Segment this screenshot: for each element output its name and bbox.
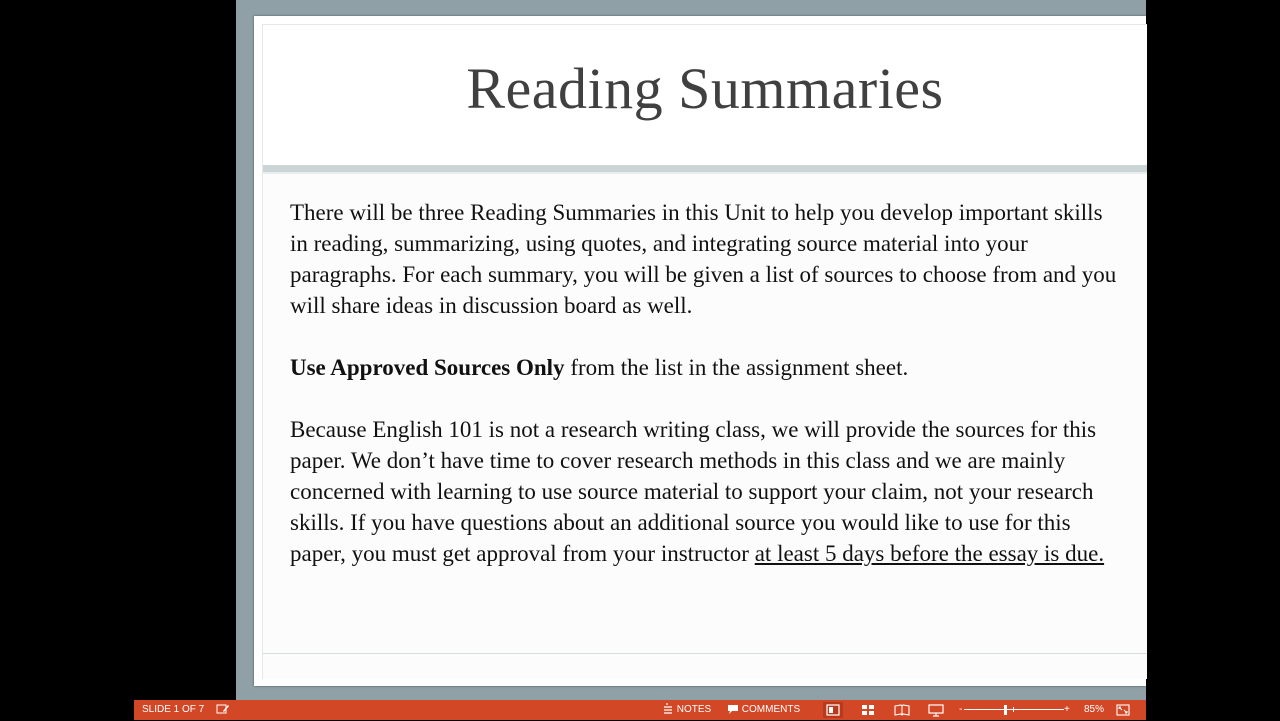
fit-to-window-icon [1113,702,1133,718]
approved-sources-emphasis: Use Approved Sources Only [290,355,565,380]
slide-sorter-button[interactable] [858,702,878,718]
comments-button[interactable] [727,700,800,720]
notes-icon [662,703,674,715]
zoom-out-button[interactable]: - [959,704,963,715]
comments-label: COMMENTS [741,704,801,715]
comments-icon [727,703,739,715]
status-bar [134,700,1146,720]
status-left-letterbox [0,700,134,720]
deadline-underlined: at least 5 days before the essay is due. [754,541,1105,566]
paragraph-intro: There will be three Reading Summaries in this Unit to help you develop important skills in reading, summarizing, using quotes, and integrating source material into your paragraphs. For each summary, you will be given a list of sources to choose from and you will share ideas in discussion board as well. [290,200,1117,318]
reading-view-icon [892,702,912,718]
status-right-letterbox [1146,700,1280,720]
sources-policy-text: Because English 101 is not a research writing class, we will provide the sources for this paper. We don’t have time to cover research methods in this class and we are mainly concerned with learning to use source material to support your claim, not your research skills. If you have questions about an additional source you would like to use for this paper, you must get approval from your instructor [290,417,1097,566]
slide-canvas[interactable] [254,16,1146,686]
slide-body-text[interactable] [290,197,1120,600]
slide-indicator[interactable]: SLIDE 1 OF 7 [142,704,205,715]
right-letterbox [1146,0,1280,700]
slide-content-frame [262,24,1147,679]
title-divider [263,165,1147,172]
fit-to-window-button[interactable] [1113,702,1133,718]
slide-show-button[interactable] [926,702,946,718]
notes-button[interactable] [662,700,711,720]
zoom-slider-center-mark [1013,707,1014,712]
slide-show-icon [926,702,946,718]
zoom-in-button[interactable]: + [1064,704,1070,715]
bottom-divider [263,653,1147,654]
slide-sorter-icon [858,702,878,718]
proofing-icon[interactable] [216,700,230,720]
normal-view-button[interactable] [823,702,843,718]
left-letterbox [0,0,236,700]
title-divider-light [263,172,1147,174]
notes-label: NOTES [676,704,712,715]
zoom-slider-track[interactable] [964,709,1064,710]
reading-view-button[interactable] [892,702,912,718]
slide-title[interactable]: Reading Summaries [466,56,944,121]
normal-view-icon [823,702,843,718]
paragraph-approved-sources [290,352,1120,383]
zoom-slider-thumb[interactable] [1004,705,1007,715]
zoom-level[interactable]: 85% [1084,704,1105,715]
approved-sources-rest: from the list in the assignment sheet. [564,355,909,380]
paragraph-sources-policy [290,414,1120,569]
